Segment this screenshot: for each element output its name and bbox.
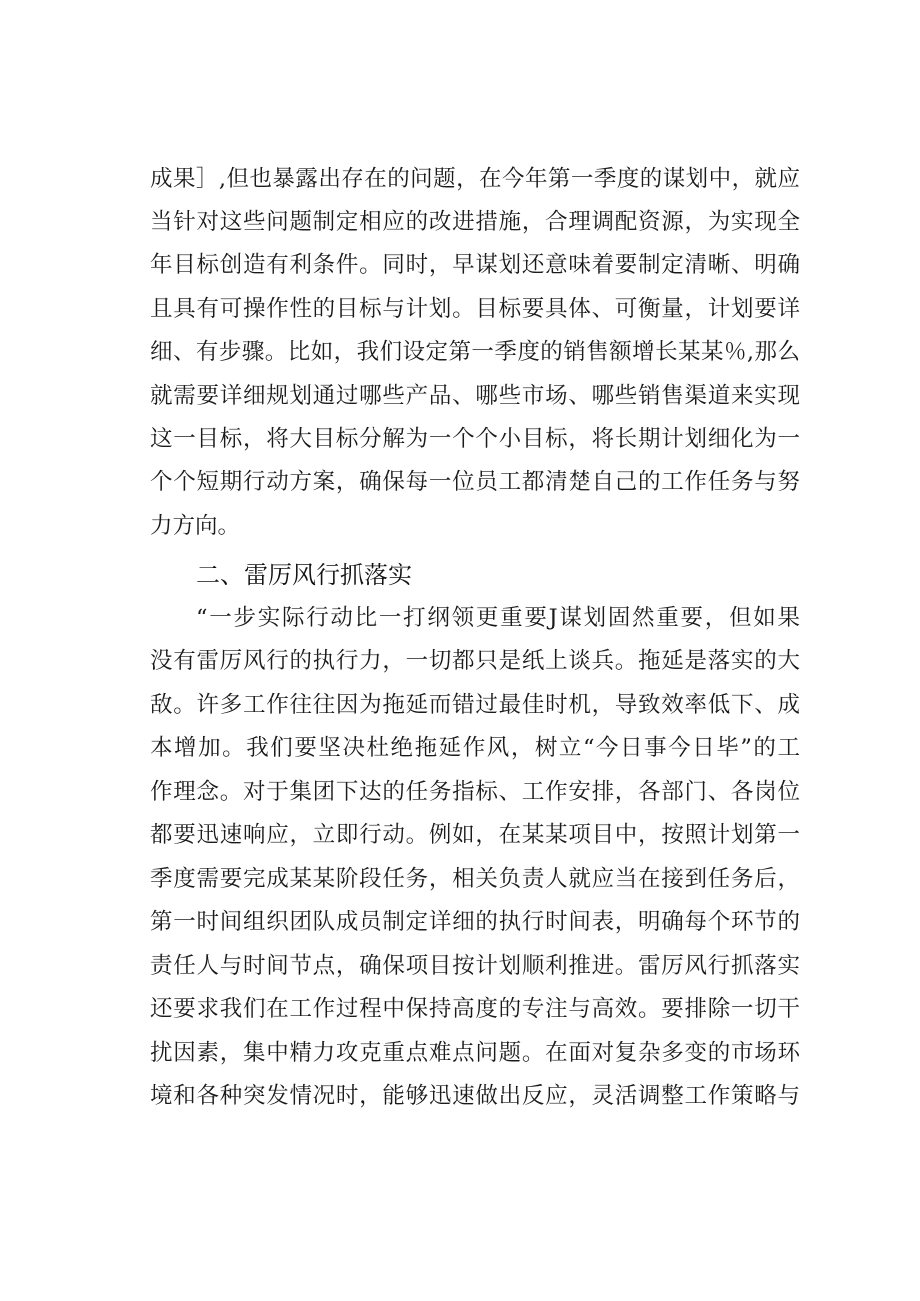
- section-heading: 二、雷厉风行抓落实: [196, 561, 412, 589]
- paragraph-line: 这一目标，将大目标分解为一个个小目标，将长期计划细化为一: [150, 426, 800, 452]
- paragraph-line: 敌。许多工作往往因为拖延而错过最佳时机，导致效率低下、成: [150, 692, 800, 718]
- paragraph-line: 没有雷厉风行的执行力，一切都只是纸上谈兵。拖延是落实的大: [150, 648, 800, 674]
- paragraph-line: 本增加。我们要坚决杜绝拖延作风，树立“今日事今日毕”的工: [150, 735, 800, 761]
- paragraph-line: 第一时间组织团队成员制定详细的执行时间表，明确每个环节的: [150, 909, 800, 935]
- paragraph-line: 年目标创造有利条件。同时，早谋划还意味着要制定清晰、明确: [150, 252, 800, 278]
- paragraph-line: 当针对这些问题制定相应的改进措施，合理调配资源，为实现全: [150, 209, 800, 235]
- paragraph-line: 力方向。: [150, 513, 241, 539]
- paragraph-line: 就需要详细规划通过哪些产品、哪些市场、哪些销售渠道来实现: [150, 383, 800, 409]
- paragraph-line: 都要迅速响应，立即行动。例如，在某某项目中，按照计划第一: [150, 822, 800, 848]
- paragraph-line: 成果］,但也暴露出存在的问题，在今年第一季度的谋划中，就应: [150, 166, 800, 192]
- paragraph-line: 个个短期行动方案，确保每一位员工都清楚自己的工作任务与努: [150, 469, 800, 495]
- paragraph-line: 扰因素，集中精力攻克重点难点问题。在面对复杂多变的市场环: [150, 1040, 800, 1066]
- paragraph-line: 境和各种突发情况时，能够迅速做出反应，灵活调整工作策略与: [150, 1083, 800, 1109]
- paragraph-line: 作理念。对于集团下达的任务指标、工作安排，各部门、各岗位: [150, 779, 800, 805]
- paragraph-line: 责任人与时间节点，确保项目按计划顺利推进。雷厉风行抓落实: [150, 953, 800, 979]
- paragraph-line: 还要求我们在工作过程中保持高度的专注与高效。要排除一切干: [150, 996, 800, 1022]
- paragraph-line: 细、有步骤。比如，我们设定第一季度的销售额增长某某％,那么: [150, 339, 800, 365]
- paragraph-line: “一步实际行动比一打纲领更重要J谋划固然重要，但如果: [196, 605, 800, 631]
- paragraph-line: 且具有可操作性的目标与计划。目标要具体、可衡量，计划要详: [150, 296, 800, 322]
- paragraph-line: 季度需要完成某某阶段任务，相关负责人就应当在接到任务后，: [150, 866, 800, 892]
